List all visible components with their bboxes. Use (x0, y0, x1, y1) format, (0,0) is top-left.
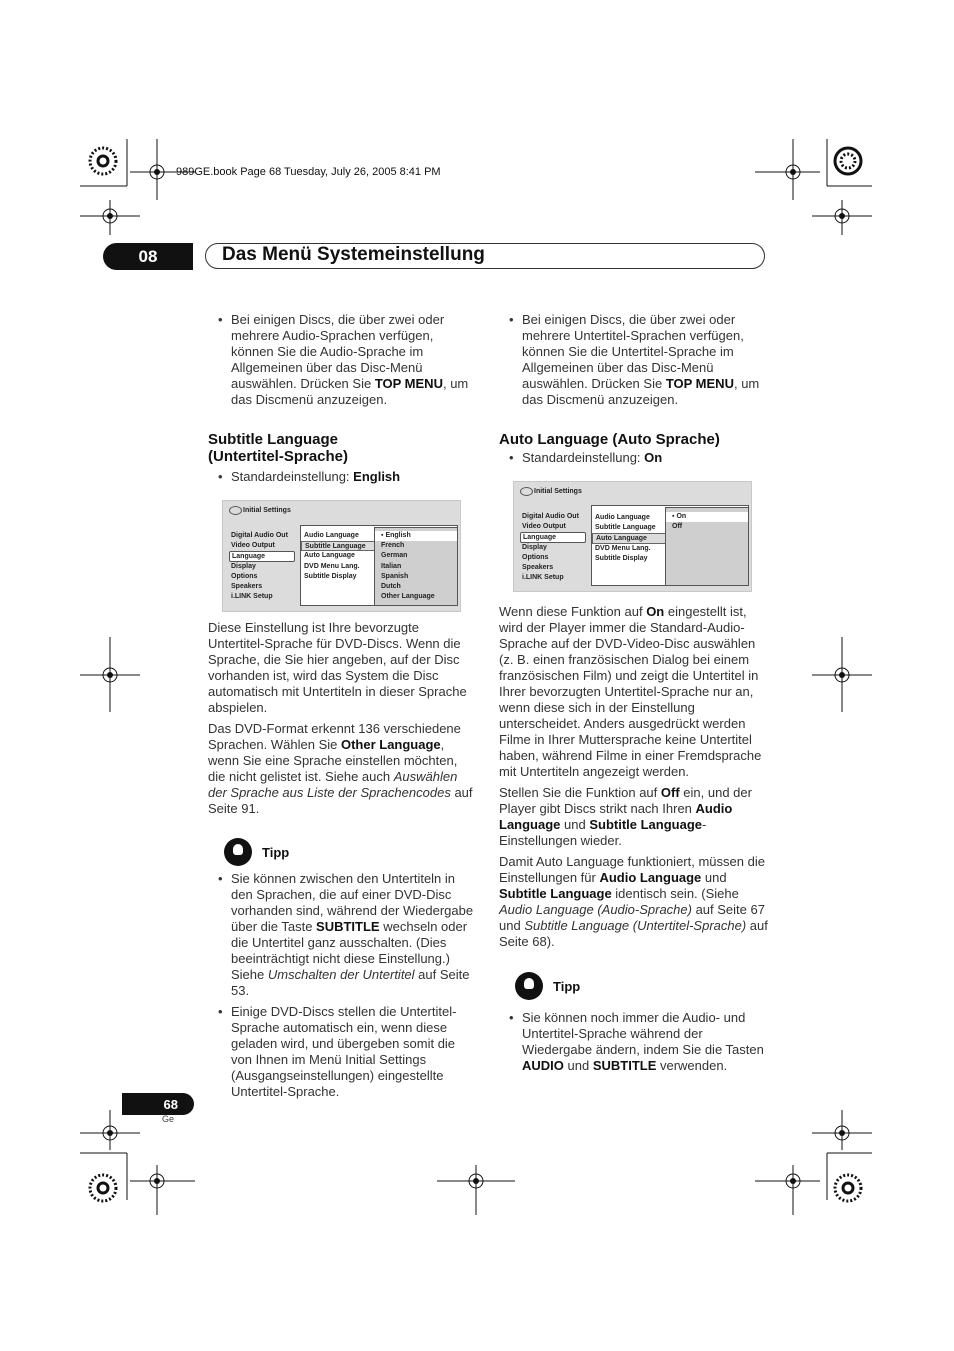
left-body: Diese Einstellung ist Ihre bevorzugte Untertitel-Sprache für DVD-Discs. Wenn die Sprache, die Sie hier angeben, auf der Disc vorhanden ist, wird das System die Disc automatisch mit Untertiteln in dieser Sprache abspielen. Das DVD-Format erkennt 136 verschiedene Sprachen. Wählen Sie Other Language, wenn Sie eine Sprache einstellen möchten, die nicht gelistet ist. Siehe auch Auswählen der Sprache aus Liste der Sprachencodes auf Seite 91. (208, 620, 473, 816)
chapter-number: 08 (103, 243, 193, 270)
chapter-title: Das Menü Systemeinstellung (222, 244, 485, 265)
tip-label: Tipp (262, 845, 290, 860)
screen-title: Initial Settings (243, 507, 291, 514)
page-language: Ge (162, 1114, 175, 1124)
disc-icon (520, 487, 533, 496)
tip-lightbulb-icon (224, 838, 252, 866)
auto-language-screen (513, 481, 752, 592)
left-default: • Standardeinstellung: English (208, 469, 478, 490)
tip-label: Tipp (553, 979, 581, 994)
screen-options: ▪ English French German Italian Spanish Dutch Other Language (374, 527, 458, 606)
screen-title: Initial Settings (534, 488, 582, 495)
right-default: • Standardeinstellung: On (499, 450, 769, 471)
screen-nav: Digital Audio Out Video Output Language Display Options Speakers i.LINK Setup (520, 512, 586, 583)
right-column (499, 312, 769, 413)
file-info: 989GE.book Page 68 Tuesday, July 26, 2005 8:41 PM (176, 166, 441, 178)
screen-panel: Audio Language Subtitle Language Auto Language DVD Menu Lang. Subtitle Display (300, 525, 458, 606)
right-tips: • Sie können noch immer die Audio- und Untertitel-Sprache während der Wiedergabe ändern, indem Sie die Tasten AUDIO und SUBTITLE verwenden. (499, 1010, 769, 1079)
page-number: 68 (122, 1093, 194, 1115)
screen-panel: Audio Language Subtitle Language Auto Language DVD Menu Lang. Subtitle Display (591, 505, 749, 586)
screen-nav: Digital Audio Out Video Output Language Display Options Speakers i.LINK Setup (229, 531, 295, 602)
disc-icon (229, 506, 242, 515)
right-body: Wenn diese Funktion auf On eingestellt ist, wird der Player immer die Standard-Audio-Sprache auf der DVD-Video-Disc auswählen (z. B. einen französischen Dialog bei einem französischen Film) und zeigt die Untertitel in Ihrer bevorzugten Untertitel-Sprache nur an, wenn diese sich in der Einstellung unterscheidet. Anders ausgedrückt werden Filme in Ihrer Muttersprache keine Untertitel haben, während Filme in einer Fremdsprache mit Untertiteln angezeigt werden. Stellen Sie die Funktion auf Off ein, und der Player gibt Discs strikt nach Ihren Audio Language und Subtitle Language-Einstellungen wieder. Damit Auto Language funktioniert, müssen die Einstellungen für Audio Language und Subtitle Language identisch sein. (Siehe Audio Language (Audio-Sprache) auf Seite 67 und Subtitle Language (Untertitel-Sprache) auf Seite 68). (499, 604, 768, 949)
subtitle-language-heading: Subtitle Language (Untertitel-Sprache) (208, 431, 349, 465)
right-intro-bullet: • Bei einigen Discs, die über zwei oder mehrere Untertitel-Sprachen verfügen, können Sie die Untertitel-Sprache im Allgemeinen über das Disc-Menü auswählen. Drücken Sie TOP MENU, um das Discmenü anzuzeigen. (499, 312, 769, 408)
auto-language-heading: Auto Language (Auto Sprache) (499, 431, 720, 448)
left-tips: • Sie können zwischen den Untertiteln in den Sprachen, die auf einer DVD-Disc vorhanden sind, während der Wiedergabe über die Taste SUBTITLE wechseln oder die Untertitel ganz ausschalten. (Dies beeinträchtigt nicht diese Einstellung.) Siehe Umschalten der Untertitel auf Seite 53. • Einige DVD-Discs stellen die Untertitel-Sprache automatisch ein, wenn diese geladen wird, und übergeben somit die von Ihnen im Menü Initial Settings (Ausgangseinstellungen) eingestellte Untertitel-Sprache. (208, 871, 478, 1105)
tip-lightbulb-icon (515, 972, 543, 1000)
left-intro-bullet: • Bei einigen Discs, die über zwei oder mehrere Audio-Sprachen verfügen, können Sie die Audio-Sprache im Allgemeinen über das Disc-Menü auswählen. Drücken Sie TOP MENU, um das Discmenü anzuzeigen. (208, 312, 478, 408)
screen-options: ▪ On Off (665, 507, 749, 586)
subtitle-language-screen (222, 500, 461, 612)
left-column (208, 312, 478, 413)
